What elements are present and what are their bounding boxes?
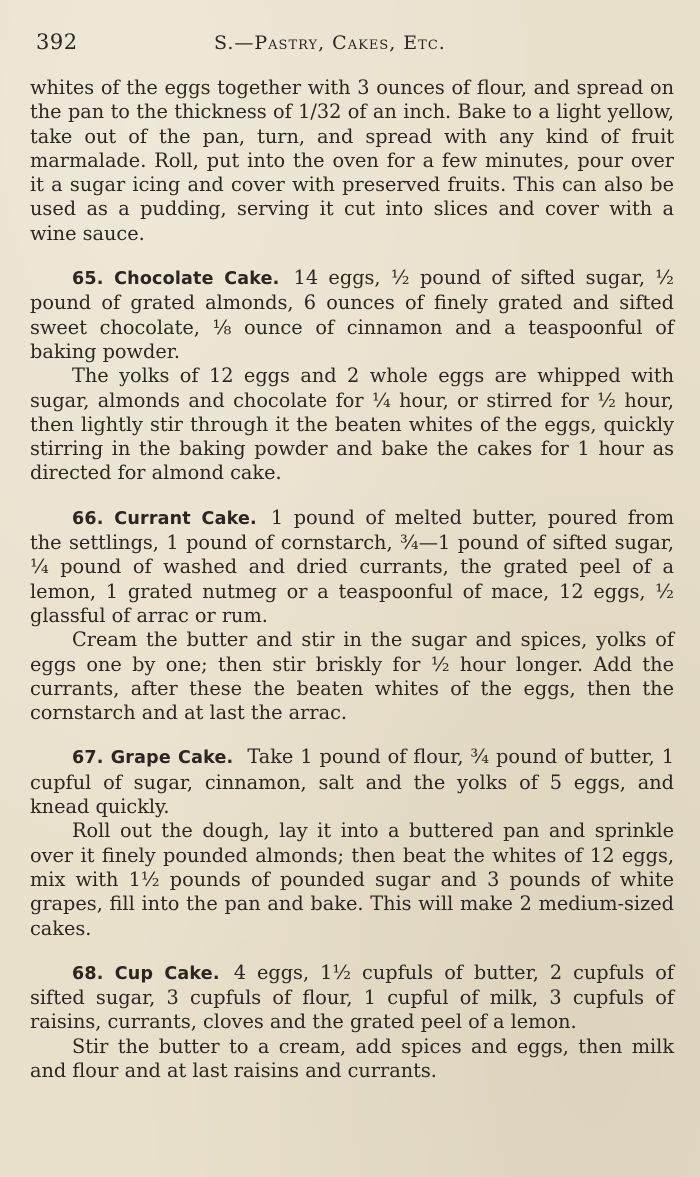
- recipe-68-ingredients: 4 eggs, 1½ cupfuls of butter, 2 cupfuls of sifted sugar, 3 cupfuls of flour, 1 cupful of milk, 3 cupfuls of raisins, currants, cloves and the grated peel of a lemon.: [30, 960, 674, 1034]
- recipe-65-ingredients: 14 eggs, ½ pound of sifted sugar, ½ pound of grated almonds, 6 ounces of finely grated and sifted sweet chocolate, ⅛ ounce of cinnamon and a teaspoonful of baking powder.: [30, 266, 674, 363]
- recipe-68-directions: Stir the butter to a cream, add spices and eggs, then milk and flour and at last raisins and currants.: [30, 1034, 674, 1082]
- recipe-66-paragraph: [30, 506, 674, 628]
- page-body: [30, 76, 674, 1083]
- recipe-65-paragraph: [30, 266, 674, 364]
- recipe-67-ingredients: Take 1 pound of flour, ¾ pound of butter, 1 cupful of sugar, cinnamon, salt and the yolks of 5 eggs, and knead quickly.: [30, 745, 674, 819]
- recipe-67-title: 67. Grape Cake.: [72, 748, 234, 769]
- recipe-68-title: 68. Cup Cake.: [72, 963, 220, 984]
- recipe-65-title: 65. Chocolate Cake.: [72, 269, 280, 290]
- running-head: S.—Pastry, Cakes, Etc.: [214, 32, 446, 54]
- recipe-67-directions: Roll out the dough, lay it into a buttered pan and sprinkle over it finely pounded almonds; then beat the whites of 12 eggs, mix with 1½ pounds of pounded sugar and 3 pounds of white grapes, fill into the pan and bake. This will make 2 medium-sized cakes.: [30, 819, 674, 940]
- recipe-67-paragraph: [30, 745, 674, 819]
- recipe-66-ingredients: 1 pound of melted butter, poured from the settlings, 1 pound of cornstarch, ¾—1 pound of sifted sugar, ¼ pound of washed and dried currants, the grated peel of a lemon, 1 grated nutmeg or a teaspoonful of mace, 12 eggs, ½ glassful of arrac or rum.: [30, 505, 674, 627]
- page-number: 392: [36, 30, 78, 54]
- recipe-68-paragraph: [30, 961, 674, 1035]
- recipe-65-directions: The yolks of 12 eggs and 2 whole eggs are whipped with sugar, almonds and chocolate for ¼ hour, or stirred for ½ hour, then lightly stir through it the beaten whites of the eggs, quickly stirring in the baking powder and bake the cakes for 1 hour as directed for almond cake.: [30, 364, 674, 485]
- continuation-paragraph: whites of the eggs together with 3 ounces of flour, and spread on the pan to the thickness of 1/32 of an inch. Bake to a light yellow, take out of the pan, turn, and spread with any kind of fruit marmalade. Roll, put into the oven for a few minutes, pour over it a sugar icing and cover with preserved fruits. This can also be used as a pudding, serving it cut into slices and cover with a wine sauce.: [30, 76, 674, 245]
- recipe-66-directions: Cream the butter and stir in the sugar and spices, yolks of eggs one by one; then stir briskly for ½ hour longer. Add the currants, after these the beaten whites of the eggs, then the cornstarch and at last the arrac.: [30, 628, 674, 725]
- page-header: [36, 30, 676, 62]
- recipe-66-title: 66. Currant Cake.: [72, 508, 257, 529]
